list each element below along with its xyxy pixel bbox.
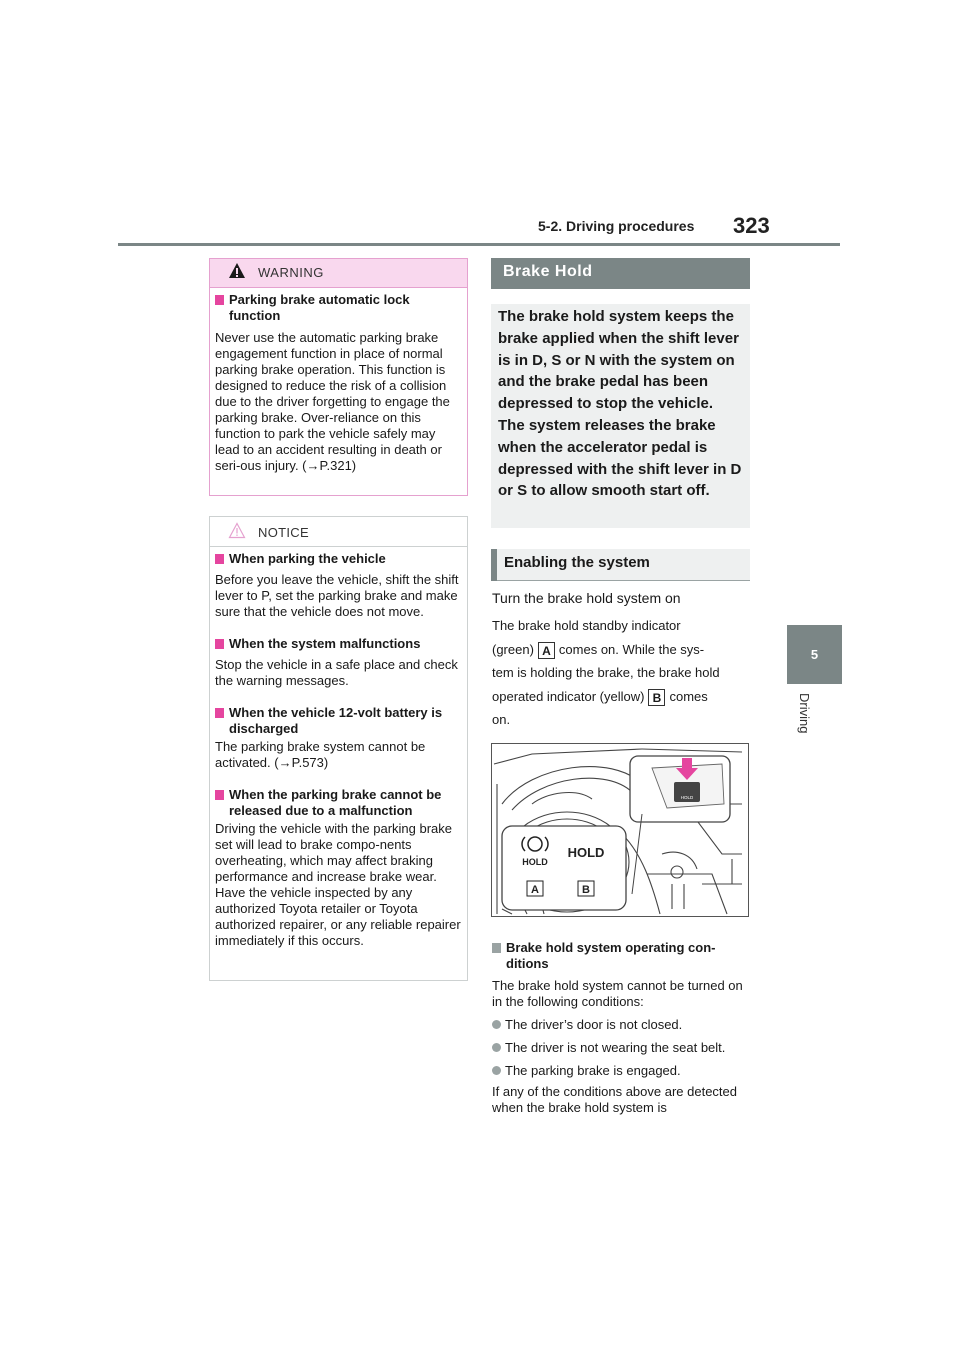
condition-text: The parking brake is engaged. xyxy=(505,1063,681,1078)
notice-item-body: The parking brake system cannot be activated. (→P.573) xyxy=(215,739,426,770)
notice-item-heading: When the system malfunctions xyxy=(229,636,421,651)
notice-item-heading: When parking the vehicle xyxy=(229,551,386,566)
warning-body: Never use the automatic parking brake engagement function in place of normal parking brake operation. This function is designed to reduce the risk of a collision due to the driver forgetting to engage the parking brake. Over-reliance on this function to park the vehicle safely may lead to an accident resulting in death or seri-ous injury. (→P.321) xyxy=(215,330,450,473)
chapter-number: 5 xyxy=(810,647,819,662)
bullet-square-icon xyxy=(215,295,224,305)
enabling-title: Enabling the system xyxy=(504,554,650,571)
bullet-square-icon xyxy=(215,708,224,718)
header-rule xyxy=(118,243,840,246)
hold-button-label: HOLD xyxy=(680,795,694,800)
bullet-dot-icon xyxy=(492,1066,501,1075)
condition-text: The driver’s door is not closed. xyxy=(505,1017,683,1032)
enabling-line-2 xyxy=(492,642,750,659)
chapter-tab xyxy=(787,625,842,684)
turn-on-instruction: Turn the brake hold system on xyxy=(492,590,681,606)
enabling-accent-bar xyxy=(491,549,497,581)
warning-divider xyxy=(210,287,467,288)
notice-divider xyxy=(210,546,467,547)
warning-content xyxy=(215,292,463,474)
notice-content xyxy=(215,551,463,949)
bullet-square-icon xyxy=(215,554,224,564)
notice-item-heading-row xyxy=(215,705,463,737)
enabling-line-5: on. xyxy=(492,712,511,727)
bullet-dot-icon xyxy=(492,1043,501,1052)
notice-item-heading-row xyxy=(215,787,463,819)
brake-hold-intro: The brake hold system keeps the brake applied when the shift lever is in D, S or N with the system on and the brake pedal has been depressed to stop the vehicle. The system releases the brake when the accelerator pedal is depressed with the shift lever in D or S to allow smooth start off. xyxy=(498,308,742,500)
notice-item-heading-row xyxy=(215,636,463,652)
notice-item-heading-row xyxy=(215,551,463,567)
dashboard-illustration xyxy=(491,743,749,917)
notice-title: NOTICE xyxy=(258,525,309,540)
notice-item-body: Stop the vehicle in a safe place and check the warning messages. xyxy=(215,657,458,688)
enabling-line-4 xyxy=(492,689,750,706)
condition-item xyxy=(492,1040,750,1056)
warning-title: WARNING xyxy=(258,265,324,280)
dashboard-line-art xyxy=(492,744,748,916)
hold-operated-text: HOLD xyxy=(567,845,605,860)
conditions-section xyxy=(492,940,750,1116)
notice-item-body: Before you leave the vehicle, shift the shift lever to P, set the parking brake and make sure that the vehicle does not move. xyxy=(215,572,459,619)
notice-item-body: Driving the vehicle with the parking brake set will lead to brake compo-nents overheating, which may affect braking performance and increase brake wear. Have the vehicle inspected by any authorized Toyota retailer or Toyota authorized repairer, or any reliable repairer immediately if this occurs. xyxy=(215,821,461,948)
illustration-label-b: B xyxy=(582,884,590,896)
bullet-square-icon xyxy=(215,790,224,800)
enabling-line-2a: (green) xyxy=(492,642,534,657)
notice-item xyxy=(215,551,463,620)
enabling-line-2b: comes on. While the sys- xyxy=(558,642,705,657)
bullet-square-icon xyxy=(215,639,224,649)
conditions-trailing: If any of the conditions above are detected when the brake hold system is xyxy=(492,1084,738,1115)
chapter-label: Driving xyxy=(797,693,812,734)
conditions-heading: Brake hold system operating con-ditions xyxy=(506,940,716,971)
bullet-square-icon xyxy=(492,943,501,953)
conditions-heading-row xyxy=(492,940,750,972)
notice-item-heading: When the parking brake cannot be released due to a malfunction xyxy=(229,787,442,818)
label-a-badge: A xyxy=(538,642,555,659)
hold-icon-text: HOLD xyxy=(522,857,548,867)
illustration-label-a: A xyxy=(531,884,539,896)
condition-item xyxy=(492,1017,750,1033)
page-number: 323 xyxy=(733,213,770,238)
condition-item xyxy=(492,1063,750,1079)
condition-text: The driver is not wearing the seat belt. xyxy=(505,1040,726,1055)
bullet-dot-icon xyxy=(492,1020,501,1029)
notice-item xyxy=(215,636,463,689)
enabling-line-1: The brake hold standby indicator xyxy=(492,618,681,633)
enabling-line-4a: operated indicator (yellow) xyxy=(492,689,645,704)
warning-heading: Parking brake automatic lock function xyxy=(229,292,410,323)
section-title: 5-2. Driving procedures xyxy=(538,218,695,234)
warning-header xyxy=(210,259,467,287)
enabling-line-3: tem is holding the brake, the brake hold xyxy=(492,665,720,680)
notice-item-heading: When the vehicle 12-volt battery is discharged xyxy=(229,705,443,736)
chapter-label-wrap xyxy=(792,693,842,753)
enabling-line-4b: comes xyxy=(669,689,708,704)
notice-triangle-icon xyxy=(228,522,246,539)
notice-item xyxy=(215,705,463,771)
conditions-intro: The brake hold system cannot be turned on in the following conditions: xyxy=(492,978,743,1009)
warning-triangle-icon xyxy=(228,262,246,279)
notice-item xyxy=(215,787,463,949)
label-b-badge: B xyxy=(648,689,665,706)
warning-heading-row xyxy=(215,292,463,324)
brake-hold-title: Brake Hold xyxy=(503,263,593,280)
